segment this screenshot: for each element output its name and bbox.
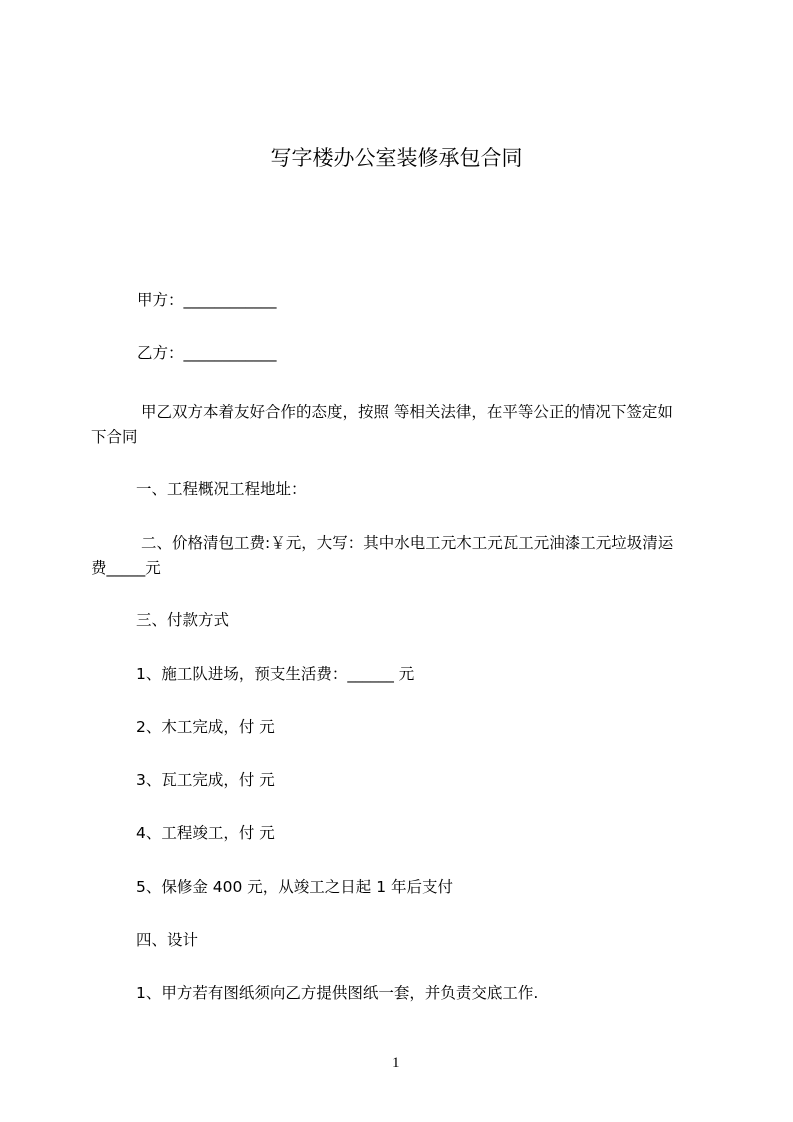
design-item-1: 1、甲方若有图纸须向乙方提供图纸一套，并负责交底工作.: [136, 984, 539, 1002]
party-a-line: 甲方：____________: [137, 291, 277, 309]
preamble-line-1: 甲乙双方本着友好合作的态度，按照 等相关法律，在平等公正的情况下签定如: [141, 403, 673, 421]
payment-item-1: 1、施工队进场，预支生活费：______ 元: [136, 665, 415, 683]
section-2-line-2: 费_____元: [91, 559, 161, 577]
payment-item-2: 2、木工完成，付 元: [136, 718, 275, 736]
section-3-heading: 三、付款方式: [136, 611, 230, 629]
preamble-line-2: 下合同: [91, 428, 138, 446]
payment-item-4: 4、工程竣工，付 元: [136, 824, 275, 842]
payment-item-5: 5、保修金 400 元，从竣工之日起 1 年后支付: [136, 878, 454, 896]
section-4-heading: 四、设计: [136, 931, 199, 949]
party-b-line: 乙方：____________: [137, 344, 277, 362]
section-2-line-1: 二、价格清包工费:￥元，大写：其中水电工元木工元瓦工元油漆工元垃圾清运: [141, 534, 674, 552]
section-1-heading: 一、工程概况工程地址：: [136, 480, 307, 498]
page-number: 1: [392, 1055, 400, 1071]
document-title: 写字楼办公室装修承包合同: [270, 146, 523, 170]
payment-item-3: 3、瓦工完成，付 元: [136, 771, 275, 789]
